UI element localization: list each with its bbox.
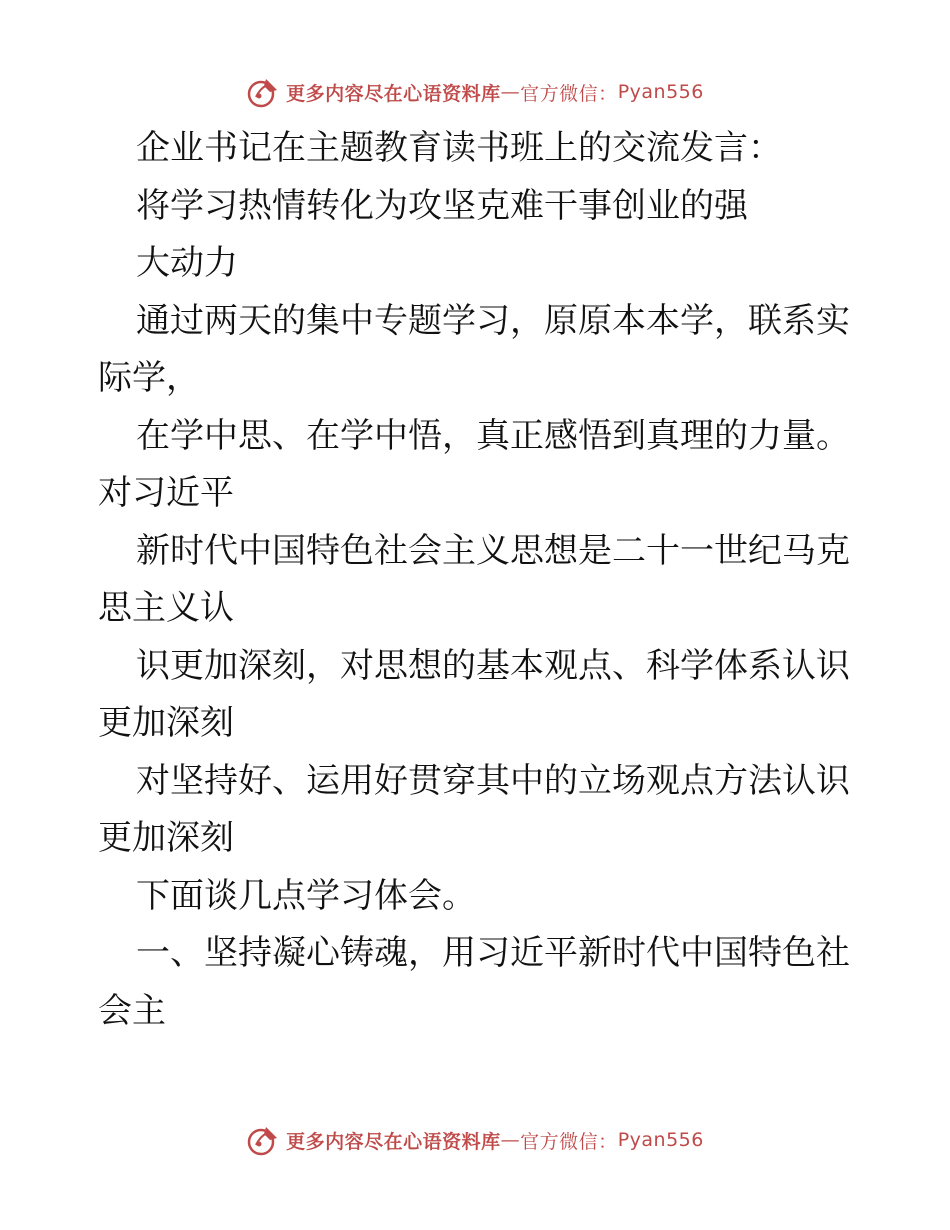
header-watermark — [0, 72, 950, 112]
pen-logo-icon — [246, 1123, 280, 1157]
footer-watermark — [0, 1120, 950, 1160]
watermark-main-text: 更多内容尽在心语资料库 — [286, 1130, 501, 1153]
watermark-wechat-id: Pyan556 — [617, 1129, 704, 1151]
paragraph-line: 对坚持好、运用好贯穿其中的立场观点方法认识 — [136, 760, 850, 801]
paragraph-line: 对习近平 — [98, 473, 234, 513]
doc-title-line-1: 企业书记在主题教育读书班上的交流发言： — [136, 128, 782, 168]
paragraph-line: 更加深刻 — [98, 818, 234, 858]
section-heading-line: 一、坚持凝心铸魂，用习近平新时代中国特色社 — [136, 933, 850, 973]
paragraph-line: 新时代中国特色社会主义思想是二十一世纪马克 — [136, 530, 850, 571]
paragraph-line: 更加深刻 — [98, 703, 234, 743]
paragraph-line: 下面谈几点学习体会。 — [136, 875, 476, 916]
watermark-main-text: 更多内容尽在心语资料库 — [286, 82, 501, 105]
paragraph-line: 通过两天的集中专题学习，原原本本学，联系实 — [136, 300, 850, 341]
pen-logo-icon — [246, 75, 280, 109]
paragraph-line: 思主义认 — [98, 588, 234, 628]
watermark-wechat-id: Pyan556 — [617, 81, 704, 103]
section-heading-line: 会主 — [98, 990, 166, 1031]
watermark-sub-text: 官方微信： — [520, 82, 618, 105]
doc-title-line-3: 大动力 — [136, 243, 238, 283]
watermark-dash: — — [500, 81, 521, 103]
document-body — [98, 120, 858, 1040]
paragraph-line: 在学中思、在学中悟，真正感悟到真理的力量。 — [136, 415, 850, 456]
watermark-dash: — — [500, 1129, 521, 1151]
paragraph-line: 际学， — [98, 358, 200, 398]
paragraph-line: 识更加深刻，对思想的基本观点、科学体系认识 — [136, 645, 850, 686]
watermark-sub-text: 官方微信： — [520, 1130, 618, 1153]
doc-title-line-2: 将学习热情转化为攻坚克难干事创业的强 — [136, 185, 748, 226]
